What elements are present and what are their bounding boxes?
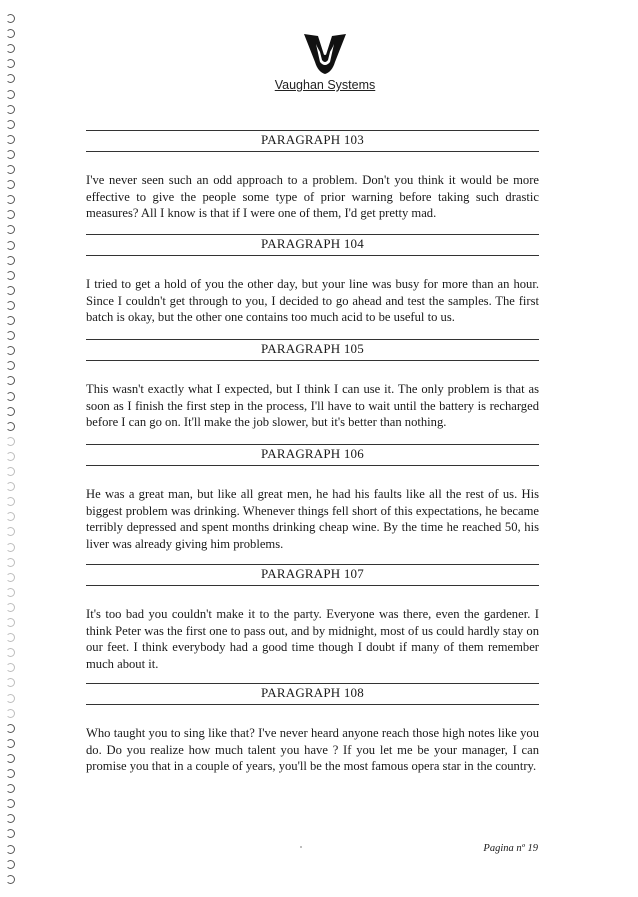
- binder-hole: [6, 784, 15, 793]
- binder-hole: [6, 512, 15, 521]
- paragraph-section-107: [86, 564, 539, 672]
- binder-hole: [6, 860, 15, 869]
- binder-hole: [6, 14, 15, 23]
- binder-hole: [6, 150, 15, 159]
- binder-hole: [6, 663, 15, 672]
- binder-hole: [6, 467, 15, 476]
- binder-hole: [6, 422, 15, 431]
- section-heading-bar: [86, 339, 539, 361]
- binder-hole: [6, 346, 15, 355]
- section-heading-bar: [86, 130, 539, 152]
- binder-hole: [6, 709, 15, 718]
- binder-hole: [6, 694, 15, 703]
- paragraph-text: I've never seen such an odd approach to a problem. Don't you think it would be more effective to give the people some type of prior warning before taking such drastic measures? All I know is that if I were one of them, I'd get pretty mad.: [86, 173, 539, 220]
- section-heading: PARAGRAPH 104: [261, 236, 364, 251]
- binder-hole: [6, 331, 15, 340]
- binder-hole: [6, 120, 15, 129]
- paragraph-text: This wasn't exactly what I expected, but I think I can use it. The only problem is that as soon as I finish the first step in the process, I'll have to wait until the battery is recharged before I can go on. It'll make the job slower, but it's better than nothing.: [86, 382, 539, 429]
- binder-hole: [6, 105, 15, 114]
- paragraph-text: Who taught you to sing like that? I've never heard anyone reach those high notes like you do. Do you realize how much talent you have ? If you let me be your manager, I can promise you that in a couple of years, you'll be the most famous opera star in the country.: [86, 726, 539, 773]
- binder-hole: [6, 558, 15, 567]
- binder-hole: [6, 437, 15, 446]
- binder-hole: [6, 754, 15, 763]
- company-logo: [240, 32, 410, 92]
- binder-hole: [6, 724, 15, 733]
- section-heading-bar: [86, 683, 539, 705]
- paragraph-section-105: [86, 339, 539, 431]
- binder-holes: [6, 14, 22, 894]
- binder-hole: [6, 739, 15, 748]
- section-heading-bar: [86, 234, 539, 256]
- paragraph-section-104: [86, 234, 539, 326]
- section-heading: PARAGRAPH 106: [261, 446, 364, 461]
- section-heading: PARAGRAPH 103: [261, 132, 364, 147]
- binder-hole: [6, 301, 15, 310]
- binder-hole: [6, 180, 15, 189]
- binder-hole: [6, 225, 15, 234]
- binder-hole: [6, 29, 15, 38]
- paragraph-section-103: [86, 130, 539, 222]
- binder-hole: [6, 543, 15, 552]
- binder-hole: [6, 482, 15, 491]
- paragraph-text: It's too bad you couldn't make it to the party. Everyone was there, even the gardener. I think Peter was the first one to pass out, and by midnight, most of us could hardly stay on our feet. I think everybody had a good time though I doubt if many of them remember much about it.: [86, 607, 539, 671]
- binder-hole: [6, 361, 15, 370]
- paragraph-section-106: [86, 444, 539, 552]
- binder-hole: [6, 195, 15, 204]
- binder-hole: [6, 90, 15, 99]
- binder-hole: [6, 256, 15, 265]
- binder-hole: [6, 165, 15, 174]
- binder-hole: [6, 633, 15, 642]
- binder-hole: [6, 678, 15, 687]
- binder-hole: [6, 799, 15, 808]
- binder-hole: [6, 769, 15, 778]
- paragraph-section-108: [86, 683, 539, 775]
- binder-hole: [6, 316, 15, 325]
- stray-mark: [300, 846, 302, 848]
- binder-hole: [6, 845, 15, 854]
- company-name: Vaughan Systems: [274, 78, 376, 92]
- page-number: Pagina nº 19: [483, 843, 538, 854]
- binder-hole: [6, 618, 15, 627]
- binder-hole: [6, 829, 15, 838]
- binder-hole: [6, 74, 15, 83]
- binder-hole: [6, 573, 15, 582]
- section-heading-bar: [86, 564, 539, 586]
- binder-hole: [6, 392, 15, 401]
- binder-hole: [6, 588, 15, 597]
- section-heading: PARAGRAPH 107: [261, 566, 364, 581]
- vaughan-logo-icon: [302, 32, 348, 76]
- binder-hole: [6, 271, 15, 280]
- binder-hole: [6, 59, 15, 68]
- binder-hole: [6, 603, 15, 612]
- paragraph-text: He was a great man, but like all great men, he had his faults like all the rest of us. His biggest problem was drinking. Whenever things fell short of this expectations, he became terribly depressed and spent months drinking cheap wine. By the time he reached 50, his liver was already giving him problems.: [86, 487, 539, 551]
- binder-hole: [6, 135, 15, 144]
- binder-hole: [6, 286, 15, 295]
- binder-hole: [6, 407, 15, 416]
- binder-hole: [6, 241, 15, 250]
- binder-hole: [6, 376, 15, 385]
- binder-hole: [6, 210, 15, 219]
- section-heading: PARAGRAPH 108: [261, 685, 364, 700]
- binder-hole: [6, 527, 15, 536]
- binder-hole: [6, 452, 15, 461]
- binder-hole: [6, 875, 15, 884]
- binder-hole: [6, 814, 15, 823]
- binder-hole: [6, 497, 15, 506]
- binder-hole: [6, 44, 15, 53]
- binder-hole: [6, 648, 15, 657]
- paragraph-text: I tried to get a hold of you the other day, but your line was busy for more than an hour. Since I couldn't get through to you, I decided to go ahead and test the samples. The first batch is okay, but the other one contains too much acid to be useful to us.: [86, 277, 539, 324]
- section-heading-bar: [86, 444, 539, 466]
- section-heading: PARAGRAPH 105: [261, 341, 364, 356]
